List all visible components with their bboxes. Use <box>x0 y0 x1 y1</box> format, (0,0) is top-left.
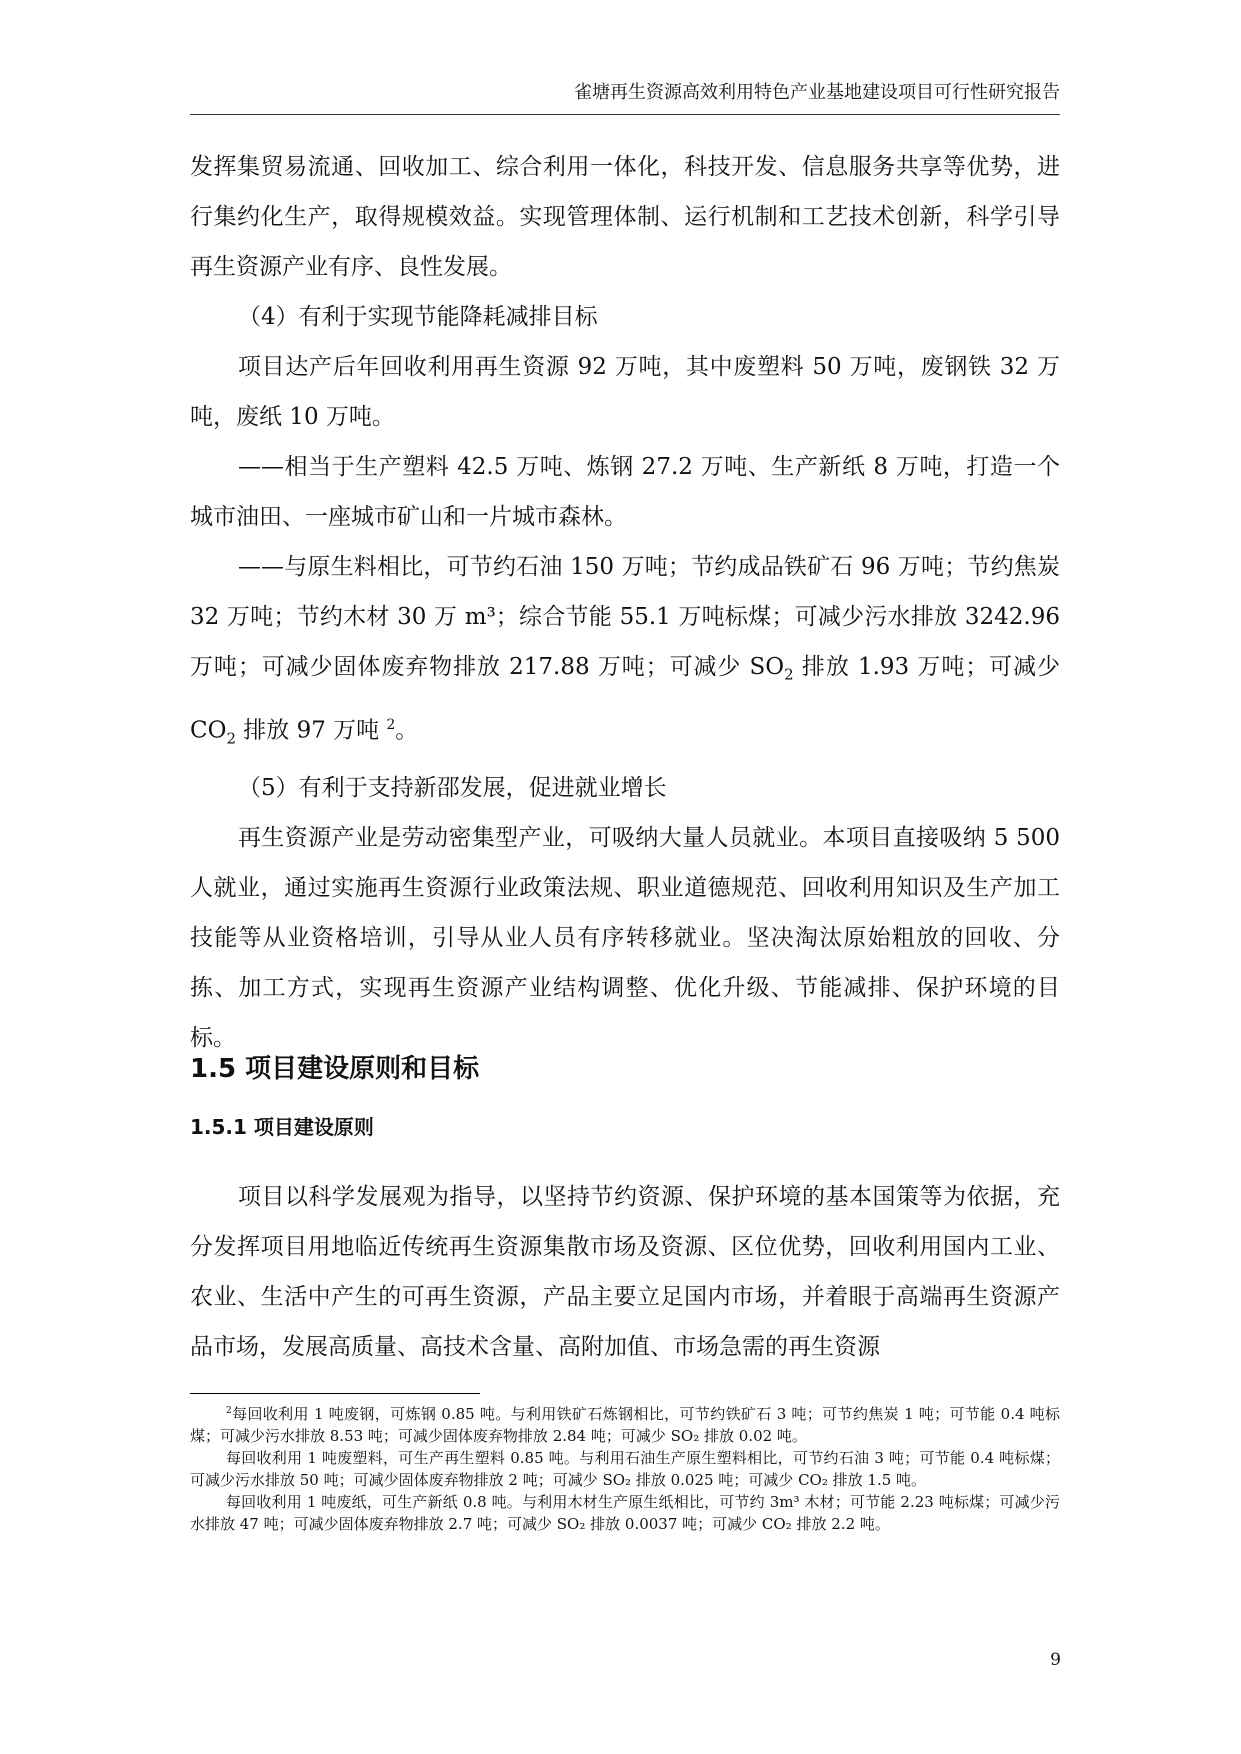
footnote-paper: 每回收利用 1 吨废纸，可生产新纸 0.8 吨。与利用木材生产原生纸相比，可节约 3m³ 木材；可节能 2.23 吨标煤；可减少污水排放 47 吨；可减少固体废弃物排放 2.7 吨；可减少 SO₂ 排放 0.0037 吨；可减少 CO₂ 排放 2.2 吨。 <box>190 1493 1060 1533</box>
savings-text-a: ——与原生料相比，可节约石油 150 万吨；节约成品铁矿石 96 万吨；节约焦炭 32 万吨；节约木材 30 万 m³；综合节能 55.1 万吨标煤；可减少污水排放 3242.96 万吨；可减少固体废弃物排放 217.88 万吨；可减少 SO <box>190 554 1060 680</box>
savings-text-c: 排放 97 万吨 <box>235 717 387 744</box>
body-text <box>190 142 1060 1063</box>
section-heading-1-5: 1.5 项目建设原则和目标 <box>190 1054 480 1084</box>
footnote-marker: 2 <box>226 1406 232 1416</box>
so2-subscript: 2 <box>784 665 794 684</box>
paragraph-principles: 项目以科学发展观为指导，以坚持节约资源、保护环境的基本国策等为依据，充分发挥项目用地临近传统再生资源集散市场及资源、区位优势，回收利用国内工业、农业、生活中产生的可再生资源，产品主要立足国内市场，并着眼于高端再生资源产品市场，发展高质量、高技术含量、高附加值、市场急需的再生资源 <box>190 1184 1060 1360</box>
co2-subscript: 2 <box>226 728 236 747</box>
paragraph-recycling-volume: 项目达产后年回收利用再生资源 92 万吨，其中废塑料 50 万吨，废钢铁 32 万吨，废纸 10 万吨。 <box>190 354 1060 430</box>
footnote-steel <box>190 1400 1060 1447</box>
savings-text-d: 。 <box>395 717 419 744</box>
footnote-ref: 2 <box>386 716 396 733</box>
page-number: 9 <box>1050 1650 1061 1670</box>
section-heading-1-5-1: 1.5.1 项目建设原则 <box>190 1115 374 1139</box>
item-4-heading: （4）有利于实现节能降耗减排目标 <box>238 304 598 330</box>
paragraph-continuation: 发挥集贸易流通、回收加工、综合利用一体化，科技开发、信息服务共享等优势，进行集约化生产，取得规模效益。实现管理体制、运行机制和工艺技术创新，科学引导再生资源产业有序、良性发展。 <box>190 154 1060 280</box>
running-header: 雀塘再生资源高效利用特色产业基地建设项目可行性研究报告 <box>190 78 1060 115</box>
footnote-steel-text: 每回收利用 1 吨废钢，可炼钢 0.85 吨。与利用铁矿石炼钢相比，可节约铁矿石 3 吨；可节约焦炭 1 吨；可节能 0.4 吨标煤；可减少污水排放 8.53 吨；可减少固体废弃物排放 2.84 吨；可减少 SO₂ 排放 0.02 吨。 <box>190 1405 1060 1445</box>
paragraph-employment: 再生资源产业是劳动密集型产业，可吸纳大量人员就业。本项目直接吸纳 5 500 人就业，通过实施再生资源行业政策法规、职业道德规范、回收利用知识及生产加工技能等从业资格培训，引导从业人员有序转移就业。坚决淘汰原始粗放的回收、分拣、加工方式，实现再生资源产业结构调整、优化升级、节能减排、保护环境的目标。 <box>190 824 1060 1051</box>
section-1-5-1-body <box>190 1172 1060 1372</box>
footnotes <box>190 1400 1060 1535</box>
paragraph-equivalent-output: ——相当于生产塑料 42.5 万吨、炼钢 27.2 万吨、生产新纸 8 万吨，打造一个城市油田、一座城市矿山和一片城市森林。 <box>190 454 1060 530</box>
savings-text-b: 排放 1.93 万吨；可减少 CO <box>190 654 1060 744</box>
item-5-heading: （5）有利于支持新邵发展，促进就业增长 <box>238 774 667 801</box>
footnote-separator <box>190 1393 480 1394</box>
paragraph-savings <box>190 542 1060 763</box>
footnote-plastic: 每回收利用 1 吨废塑料，可生产再生塑料 0.85 吨。与利用石油生产原生塑料相比，可节约石油 3 吨；可节能 0.4 吨标煤；可减少污水排放 50 吨；可减少固体废弃物排放 2 吨；可减少 SO₂ 排放 0.025 吨；可减少 CO₂ 排放 1.5 吨。 <box>190 1449 1060 1489</box>
